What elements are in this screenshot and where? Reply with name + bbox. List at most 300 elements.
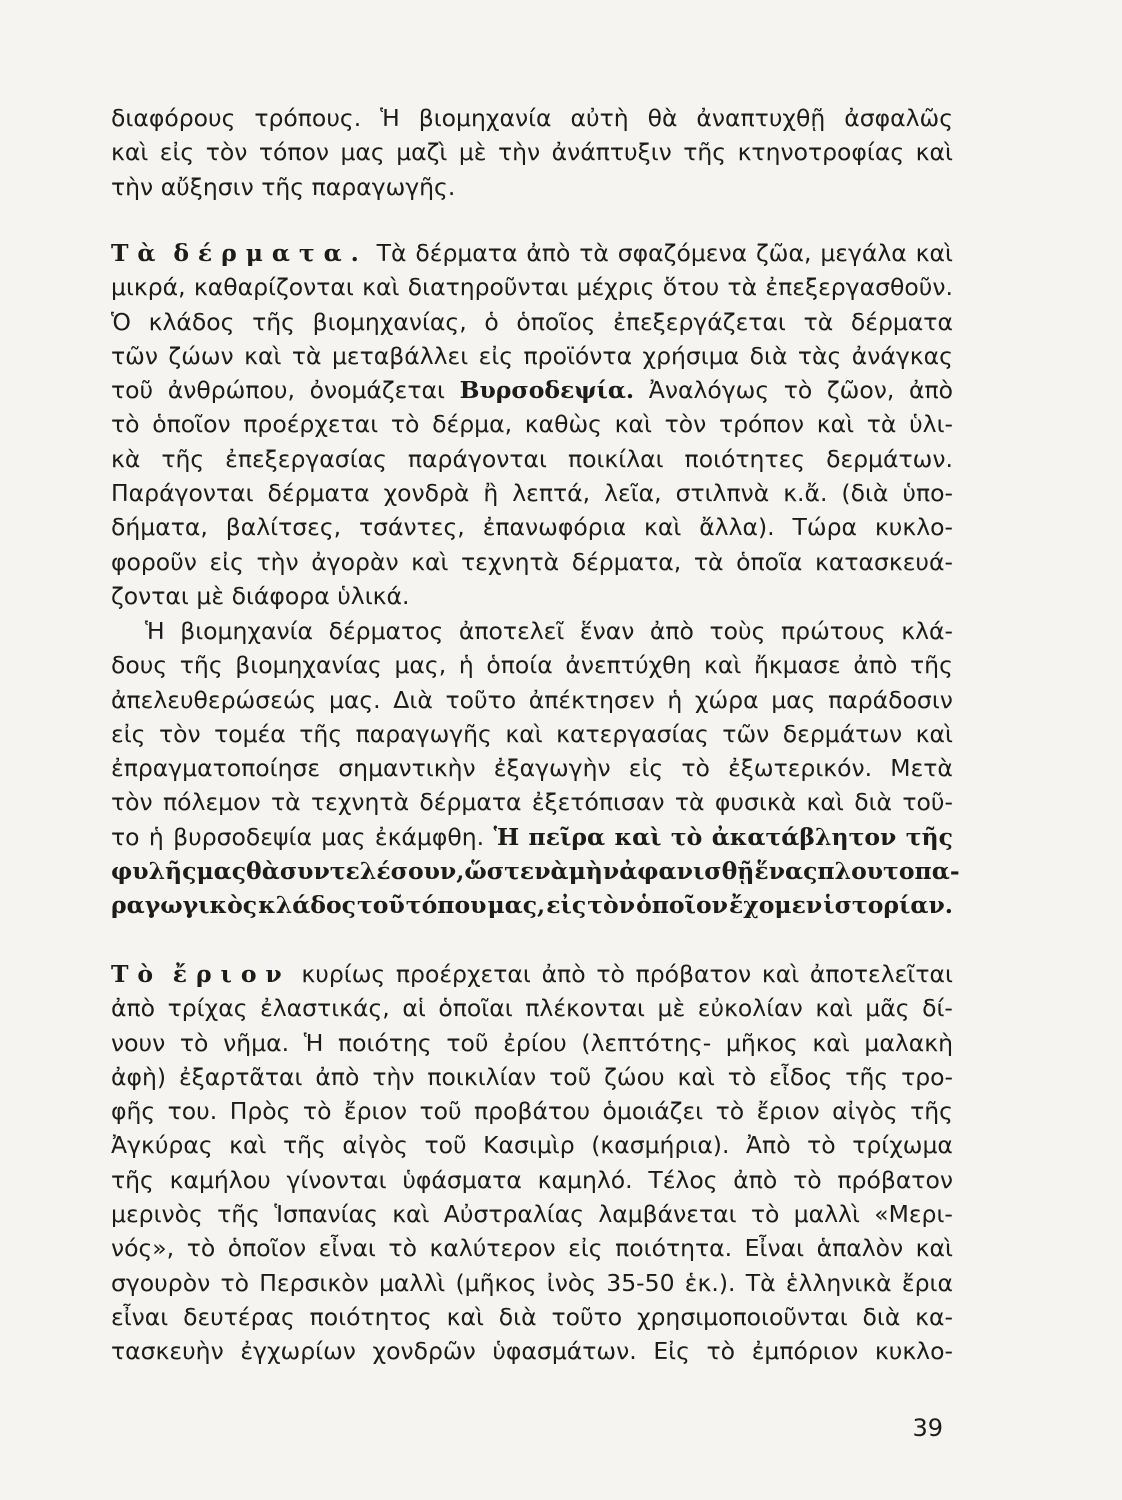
word: καὶ [704, 651, 742, 680]
word: ἐξωτερικόν. [728, 754, 873, 783]
word: νός», [111, 1234, 175, 1263]
word: βυρσοδεψία [173, 822, 312, 851]
word: ἐπεξεργασθοῦν. [765, 273, 953, 302]
word: λαμβάνεται [598, 1200, 737, 1229]
word: διαφόρους [111, 104, 236, 132]
word: τὴν [256, 547, 299, 576]
word: ἀπὸ [908, 376, 953, 405]
word: εἰς [209, 547, 244, 576]
word: νουν [111, 1028, 166, 1057]
word: Τὰ [111, 239, 165, 267]
word: αἰγὸς [342, 1131, 408, 1160]
word: ἐγχωρίων [240, 1337, 356, 1366]
word: μας [196, 857, 247, 886]
word: φῆς [111, 1097, 156, 1126]
text-line [111, 854, 960, 888]
word: δέρματα, [571, 547, 682, 576]
word: διὰ [498, 1302, 537, 1331]
word: κατασκευά- [815, 547, 953, 576]
word: δερμάτων [782, 719, 903, 748]
word: ἀνάπτυξιν [551, 138, 672, 167]
word: διατηροῦνται [407, 273, 569, 302]
word: κλά- [901, 617, 953, 645]
word: «Μερι- [874, 1200, 953, 1229]
word: τὰ [727, 273, 758, 302]
word: αὔξησιν [160, 172, 254, 201]
word: εἰς [478, 341, 514, 370]
text-line [111, 579, 953, 613]
word: τὰ [579, 239, 609, 267]
word: καὶ [816, 410, 855, 439]
word: εὐκολίαν [697, 994, 803, 1023]
word: τοῦ [111, 376, 154, 405]
word: μέχρις [576, 273, 655, 302]
word: μας [340, 138, 385, 167]
word: καθὼς [524, 410, 602, 439]
word: μὲ [458, 138, 487, 167]
word: ὁποῖαι [438, 994, 513, 1023]
text-line [111, 1266, 953, 1300]
word: τὰ [270, 788, 301, 817]
paragraph-wool [111, 957, 953, 1369]
word: βιομηχανία [418, 104, 552, 132]
word: τῆς [111, 1165, 154, 1194]
word: πεῖρα [528, 822, 606, 851]
word: μερινὸς [111, 1200, 203, 1229]
word: μαλακὴ [864, 1028, 953, 1057]
word: δέρμα, [432, 410, 513, 439]
word: τὸν [158, 719, 201, 748]
word: χρησιμοποιοῦνται [636, 1302, 848, 1331]
text-line [111, 135, 953, 169]
text-line [111, 820, 953, 854]
word: τὸ [706, 1337, 736, 1366]
word: πρόβατον [837, 1165, 953, 1194]
word: δέρματα [415, 239, 518, 267]
text-line [111, 373, 953, 407]
text-line [111, 1163, 953, 1197]
word: εἰς [568, 1234, 603, 1263]
word: τῆς [283, 1131, 326, 1160]
word: Εἰς [653, 1337, 690, 1366]
word: ὁποῖος [516, 307, 596, 336]
word: ἀκατάβλητον [711, 822, 897, 851]
word: ἀφὴ) [111, 1062, 167, 1091]
word: γίνονται [286, 1165, 387, 1194]
word: φοροῦν [111, 547, 197, 576]
text-line [111, 407, 953, 441]
word: τοῦ [424, 1131, 467, 1160]
word: τὸ [111, 410, 140, 439]
paragraph-industry [111, 614, 960, 923]
word: ἀπέκτησεν [528, 685, 655, 714]
word: κλάδος [258, 891, 356, 920]
word: ὁ [484, 307, 499, 336]
word: τὸ [186, 1234, 216, 1263]
word: χονδρὰ [383, 479, 470, 508]
word: καὶ [915, 719, 953, 748]
word: ραγωγικὸς [111, 891, 258, 920]
word: δέρματα. [173, 239, 368, 267]
word: τῆς [905, 822, 953, 851]
word: ἔχομεν [728, 891, 823, 920]
word: προέρχεται [243, 410, 379, 439]
word: τῆς [910, 1097, 953, 1126]
word: τόπον [258, 138, 329, 167]
word: καὶ [915, 239, 953, 267]
word: εἶναι [318, 1234, 376, 1263]
word: λεπτά, [512, 479, 591, 508]
word: κ.ἄ. [783, 479, 828, 508]
word: Περσικὸν [259, 1268, 369, 1297]
word: μας, [487, 891, 546, 920]
word: τοὺς [709, 617, 766, 645]
word: ἀπὸ [649, 617, 694, 645]
word: καθαρίζονται [193, 273, 354, 302]
word: Ἡ [145, 617, 165, 645]
word: νὰ [534, 857, 569, 886]
word: ἔριον [343, 1097, 407, 1126]
text-line [111, 717, 953, 751]
word: καλύτερον [429, 1234, 556, 1263]
word: ὅτου [662, 273, 720, 302]
word: τρίχας [167, 994, 248, 1023]
word: ὑλι- [909, 410, 953, 439]
word: ἐμπόριον [751, 1337, 859, 1366]
word: τοῦ [419, 1097, 462, 1126]
word: τοῦ [549, 1062, 592, 1091]
word: τὸ [596, 960, 625, 988]
word: τὸ [388, 1234, 417, 1263]
word: τὸ [220, 1268, 249, 1297]
word: ἔρια [901, 1268, 953, 1297]
word: τρίχωμα [852, 1131, 953, 1160]
word: δευτέρας [183, 1302, 295, 1331]
word: ἔριον [756, 1097, 820, 1126]
word: καὶ [915, 1234, 953, 1263]
word: τὰ [674, 788, 705, 817]
word: ἀπὸ [853, 651, 898, 680]
word: Πρὸς [229, 1097, 291, 1126]
word: Αὐστραλίας [443, 1200, 585, 1229]
word: διὰ [749, 341, 788, 370]
word: ὑπο- [902, 479, 953, 508]
word: εἰς [628, 754, 664, 783]
word: μῆκος [725, 1028, 798, 1057]
word: ἰνὸς [546, 1268, 596, 1297]
word: τρόπον [718, 410, 805, 439]
word: ἑκ.). [684, 1268, 736, 1297]
text-line [111, 1334, 953, 1368]
word: μαζὶ [396, 138, 448, 167]
word: τὸ [179, 1028, 209, 1057]
word: σγουρὸν [111, 1268, 211, 1297]
word: τοῦτο [445, 685, 517, 714]
word: ἡ [458, 651, 474, 680]
word: ποιότητος [309, 1302, 432, 1331]
text-line [111, 614, 953, 648]
word: ἀναπτυχθῇ [696, 104, 826, 132]
word: 35-50 [606, 1268, 675, 1297]
word: καὶ [812, 1028, 850, 1057]
word: τὰ [866, 410, 897, 439]
word: καὶ [446, 1302, 484, 1331]
word: ἐπεξεργασίας [225, 444, 387, 473]
word: ἀνθρώπου, [167, 376, 295, 405]
word: Τὰ [376, 239, 407, 267]
word: το [111, 822, 140, 851]
word: ἐξαρτᾶται [178, 1062, 303, 1091]
word: τὸ [727, 1062, 757, 1091]
word: μικρά, [111, 273, 186, 302]
word: ἕνας [754, 857, 818, 886]
word: δερμάτων. [826, 444, 953, 473]
word: χρήσιμα [642, 341, 740, 370]
text-line [111, 1128, 953, 1162]
word: ὥστε [464, 857, 535, 886]
word: ὑφασμάτων. [492, 1337, 637, 1366]
word: ἀνάγκας [851, 341, 953, 370]
word: ποικιλίαν [427, 1062, 537, 1091]
text-line [111, 270, 953, 304]
word: τὸν [587, 891, 636, 920]
word: (κασμήρια). [591, 1131, 730, 1160]
word: παραγωγῆς [355, 719, 492, 748]
word: πρόβατον [635, 960, 752, 988]
word: ζῶον, [826, 376, 895, 405]
word: μας, [394, 651, 447, 680]
word: δους [111, 651, 168, 680]
word: Ὁ [111, 307, 131, 336]
word: ἐξαγωγὴν [493, 754, 611, 783]
word: μας. [328, 685, 381, 714]
word: ὁποῖα [736, 547, 803, 576]
word: ἀπὸ [733, 1165, 778, 1194]
word: Ἡ [493, 822, 520, 851]
text-line [111, 1060, 953, 1094]
word: τὸ [670, 822, 703, 851]
word: εἰς [546, 891, 587, 920]
word: μας [321, 822, 366, 851]
word: ἀπὸ [111, 994, 156, 1023]
text-line [111, 339, 953, 373]
word: τὸν [664, 410, 707, 439]
word: Εἶναι [744, 1234, 805, 1263]
word: ἐκάμφθη. [374, 822, 485, 851]
word: (μῆκος [455, 1268, 537, 1297]
word: μὲ [657, 994, 686, 1023]
word: παραγωγῆς. [311, 172, 456, 201]
word: Ἡ [380, 104, 400, 132]
word: ὁποῖον [152, 410, 231, 439]
text-line [111, 1197, 953, 1231]
word: δήματα, [111, 513, 208, 542]
word: καὶ [505, 719, 543, 748]
word: ποικίλαι [567, 444, 664, 473]
word: πόλεμον [163, 788, 261, 817]
word: Τὰ [745, 1268, 776, 1297]
word: τῶν [111, 341, 158, 370]
word: τῆς [910, 651, 953, 680]
word: τσάντες, [359, 513, 465, 542]
word: κυκλο- [874, 513, 953, 542]
word: ἐλαστικάς, [260, 994, 390, 1023]
word: σημαντικὴν [338, 754, 476, 783]
word: φυλῆς [111, 857, 197, 886]
word: κτηνοτροφίας [737, 138, 905, 167]
word: τῆς [179, 651, 223, 680]
word: ἐπεξεργάζεται [613, 307, 786, 336]
word: Ἱσπανίας [274, 1200, 378, 1229]
word: ἤκμασε [753, 651, 841, 680]
word: καὶ [614, 410, 652, 439]
word: διὰ [862, 1302, 901, 1331]
word: τῆς [261, 172, 305, 201]
word: μὴν [568, 857, 620, 886]
word: ζώου [604, 1062, 665, 1091]
word: τὸ [681, 754, 710, 783]
text-line [111, 1026, 953, 1060]
word: τόπου [405, 891, 487, 920]
word: ἐρίου [503, 1028, 567, 1057]
word: νῆμα. [223, 1028, 290, 1057]
word: ἡ [148, 822, 164, 851]
word: ἀπελευθερώσεώς [111, 685, 317, 714]
word: κατεργασίας [556, 719, 709, 748]
text-line [111, 305, 953, 339]
text-line [111, 236, 953, 270]
word: βιομηχανία [180, 617, 314, 645]
text-line [111, 1094, 953, 1128]
word: τὸ [783, 376, 813, 405]
word: τὰ [693, 547, 724, 576]
word: τῆς [299, 719, 343, 748]
word: τὸ [715, 1097, 745, 1126]
word: ὁποῖον [636, 891, 728, 920]
text-line [111, 888, 953, 922]
word: τῆς [845, 1062, 889, 1091]
text-line [111, 101, 953, 135]
word: Κασιμὶρ [483, 1131, 575, 1160]
word: εἶναι [111, 1302, 169, 1331]
word: ἔριον [172, 960, 291, 988]
word: καὶ [761, 960, 800, 988]
word: (διὰ [841, 479, 889, 508]
word: Ἀναλόγως [648, 376, 770, 405]
word: πλουτοπα- [817, 857, 960, 886]
word: τὸ [750, 1200, 780, 1229]
word: κλάδος [148, 307, 235, 336]
page-number: 39 [912, 1414, 943, 1442]
word: μας [771, 685, 816, 714]
word: καὶ [111, 138, 149, 167]
text-line [111, 442, 953, 476]
word: ποιότητα. [615, 1234, 733, 1263]
word: αἱ [402, 994, 426, 1023]
word: εἶδος [769, 1062, 833, 1091]
word: Βυρσοδεψία. [459, 376, 635, 405]
word: τρόπους. [254, 104, 362, 132]
word: τῆς [161, 444, 205, 473]
word: στιλπνὰ [675, 479, 770, 508]
word: του. [167, 1097, 218, 1126]
word: παράδοσιν [828, 685, 953, 714]
word: αὐτὴ [570, 104, 629, 132]
word: τὴν [111, 172, 154, 201]
word: χώρα [694, 685, 759, 714]
word: τοῦ [446, 1028, 489, 1057]
word: αἰγὸς [832, 1097, 898, 1126]
word: καὶ [643, 513, 682, 542]
word: Τέλος [648, 1165, 718, 1194]
word: ἱστορίαν. [823, 891, 953, 920]
word: ὑλικά. [337, 581, 410, 610]
word: τοῦ [356, 891, 405, 920]
word: τρο- [901, 1062, 953, 1091]
word: τὸ [807, 1131, 836, 1160]
word: μαλλὶ [378, 1268, 446, 1297]
word: (λεπτότης- [581, 1028, 712, 1057]
word: τεχνητὰ [461, 547, 560, 576]
word: τὸν [111, 788, 153, 817]
word: ἕναν [579, 617, 635, 645]
word: Ἀγκύρας [111, 1131, 213, 1160]
text-line [111, 957, 953, 991]
word: βιομηχανίας, [312, 307, 467, 336]
word: διάφορα [231, 581, 330, 610]
word: κυκλο- [874, 1337, 953, 1366]
word: παράγονται [407, 444, 547, 473]
word: τοῦ- [902, 788, 953, 817]
word: ἐπανωφόρια [482, 513, 627, 542]
word: μᾶς [865, 994, 910, 1023]
word: εἰς [111, 719, 146, 748]
word: καὶ [815, 994, 853, 1023]
word: Μετὰ [890, 754, 953, 783]
word: ἐπραγματοποίησε [111, 754, 321, 783]
paragraph-dermata [111, 236, 953, 613]
word: εἰς [159, 138, 195, 167]
word: πλέκονται [525, 994, 645, 1023]
word: καὶ [362, 273, 400, 302]
word: Τὸ [111, 960, 163, 988]
word: καὶ [244, 341, 282, 370]
word: τὸν [205, 138, 248, 167]
word: ἁπαλὸν [816, 1234, 904, 1263]
word: Ἡ [303, 1028, 324, 1057]
word: δέρματα [267, 479, 370, 508]
word: ἀσφαλῶς [844, 104, 953, 132]
text-line [111, 1300, 953, 1334]
word: τὰ [803, 307, 834, 336]
word: τὴν [372, 1062, 415, 1091]
word: δέρματος [328, 617, 444, 645]
word: προϊόντα [523, 341, 633, 370]
text-line [111, 510, 953, 544]
word: τὴν [497, 138, 541, 167]
word: Διὰ [393, 685, 433, 714]
word: δέρματα [850, 307, 953, 336]
word: ποιότης [338, 1028, 432, 1057]
word: τὸ [302, 1097, 332, 1126]
word: φυσικὰ [714, 788, 797, 817]
word: ἡ [667, 685, 683, 714]
word: βαλίτσες, [225, 513, 342, 542]
word: τῶν [722, 719, 770, 748]
text-line [111, 545, 953, 579]
word: τασκευὴν [111, 1337, 224, 1366]
text-line [111, 991, 953, 1025]
